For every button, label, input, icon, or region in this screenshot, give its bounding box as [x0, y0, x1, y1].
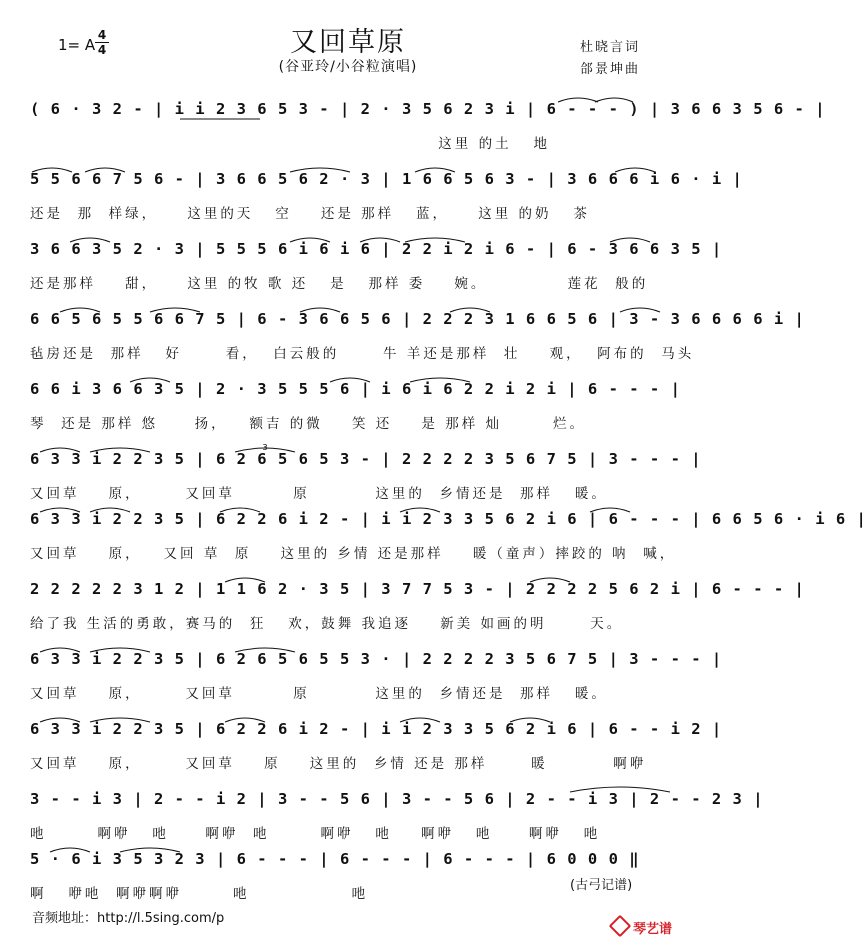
svg-text:3: 3 [262, 443, 268, 452]
notes-line: 6 3 3 i 2 2 3 5 | 6 2 2 6 i 2 - | i i 2 3 3 5 6 2 i 6 | 6 - - i 2 | [30, 720, 723, 738]
notes-line: 6 3 3 i 2 2 3 5 | 6 2 6 5 6 5 5 3 · | 2 2 2 2 3 5 6 7 5 | 3 - - - | [30, 650, 723, 668]
notes-line: 5 5 6 6 7 5 6 - | 3 6 6 5 6 2 · 3 | 1 6 6 5 6 3 - | 3 6 6 6 i 6 · i | [30, 170, 743, 188]
slur-marks [30, 96, 826, 122]
slur-marks [30, 646, 723, 672]
notes-line: 2 2 2 2 2 3 1 2 | 1 1 6 2 · 3 5 | 3 7 7 5 3 - | 2 2 2 2 5 6 2 i | 6 - - - | [30, 580, 805, 598]
notes-line: 6 3 3 i 2 2 3 5 | 6 2 2 6 i 2 - | i i 2 3 3 5 6 2 i 6 | 6 - - - | 6 6 5 6 · i 6 | [30, 510, 867, 528]
lyricist: 杜晓言词 [579, 40, 640, 55]
lyrics-line: 这里 的土 地 [30, 136, 550, 152]
notes-line: 6 6 i 3 6 6 3 5 | 2 · 3 5 5 5 6 | i 6 i 6 2 2 i 2 i | 6 - - - | [30, 380, 681, 398]
lyrics-line: 又回草 原， 又回草 原 这里的 乡情还是 那样 暖。 [30, 686, 608, 702]
audio-url[interactable]: http://l.5sing.com/p [97, 911, 225, 926]
audio-label: 音频地址： [32, 911, 98, 926]
slur-marks [30, 306, 805, 332]
notes-line: 5 · 6 i 3 5 3 2 3 | 6 - - - | 6 - - - | 6 - - - | 6 0 0 0 ‖ [30, 850, 640, 868]
slur-marks [30, 576, 805, 602]
lyrics-line: 琴 还是 那样 悠 扬， 额吉 的微 笑 还 是 那样 灿 烂。 [30, 416, 587, 432]
audio-address [32, 907, 224, 926]
lyrics-line: 吔 啊咿 吔 啊咿 吔 啊咿 吔 啊咿 吔 啊咿 吔 [30, 826, 601, 842]
site-logo [612, 918, 672, 937]
lyrics-line: 啊 咿吔 啊咿啊咿 吔 吔 [30, 886, 369, 902]
slur-marks [30, 443, 702, 472]
slur-marks [30, 786, 764, 812]
notes-line: 3 6 6 3 5 2 · 3 | 5 5 5 6 i 6 i 6 | 2 2 i 2 i 6 - | 6 - 3 6 6 3 5 | [30, 240, 723, 258]
notes-line: 6 3 3 i 2 2 3 5 | 6 2 6 5 6 5 3 - | 2 2 2 2 3 5 6 7 5 | 3 - - - | [30, 450, 702, 468]
lyrics-line: 又回草 原， 又回 草 原 这里的 乡情 还是那样 暖（童声）摔跤的 呐 喊， [30, 546, 677, 562]
logo-icon [609, 915, 632, 938]
singers: (谷亚玲/小谷粒演唱) [278, 59, 418, 75]
slur-marks [30, 376, 681, 402]
song-title: 又回草原 [290, 27, 406, 58]
slur-marks [30, 846, 670, 872]
lyrics-line: 毡房还是 那样 好 看， 白云般的 牛 羊还是那样 壮 观， 阿布的 马头 [30, 346, 695, 362]
slur-marks [30, 166, 743, 192]
lyrics-line: 给了我 生活的勇敢，赛马的 狂 欢，鼓舞 我追逐 新美 如画的明 天。 [30, 616, 624, 632]
lyrics-line: 又回草 原， 又回草 原 这里的 乡情还是 那样 暖。 [30, 486, 608, 502]
slur-marks [30, 506, 867, 532]
logo-text: 琴艺谱 [633, 922, 673, 937]
slur-marks [30, 716, 723, 742]
notes-line: 3 - - i 3 | 2 - - i 2 | 3 - - 5 6 | 3 - - 5 6 | 2 - - i 3 | 2 - - 2 3 | [30, 790, 764, 808]
time-signature-bottom: 4 [97, 43, 107, 57]
notes-line: ( 6 · 3 2 - | i i 2 3 6 5 3 - | 2 · 3 5 6 2 3 i | 6 - - - ) | 3 6 6 3 5 6 - | [30, 100, 826, 118]
notes-line: 6 6 5 6 5 5 6 6 7 5 | 6 - 3 6 6 5 6 | 2 2 2 3 1 6 6 5 6 | 3 - 3 6 6 6 6 i | [30, 310, 805, 328]
lyrics-line: 又回草 原， 又回草 原 这里的 乡情 还是 那样 暖 啊咿 [30, 756, 647, 772]
lyrics-line: 还是那样 甜， 这里 的牧 歌 还 是 那样 委 婉。 莲花 般的 [30, 276, 649, 292]
transcriber-note: (古弓记谱) [570, 878, 633, 893]
time-signature-top: 4 [97, 28, 107, 42]
lyrics-line: 还是 那 样绿， 这里的天 空 还是 那样 蓝， 这里 的奶 茶 [30, 206, 590, 222]
slur-marks [30, 236, 723, 262]
key-signature: 1= A [58, 36, 96, 54]
composer: 郃景坤曲 [579, 62, 640, 77]
